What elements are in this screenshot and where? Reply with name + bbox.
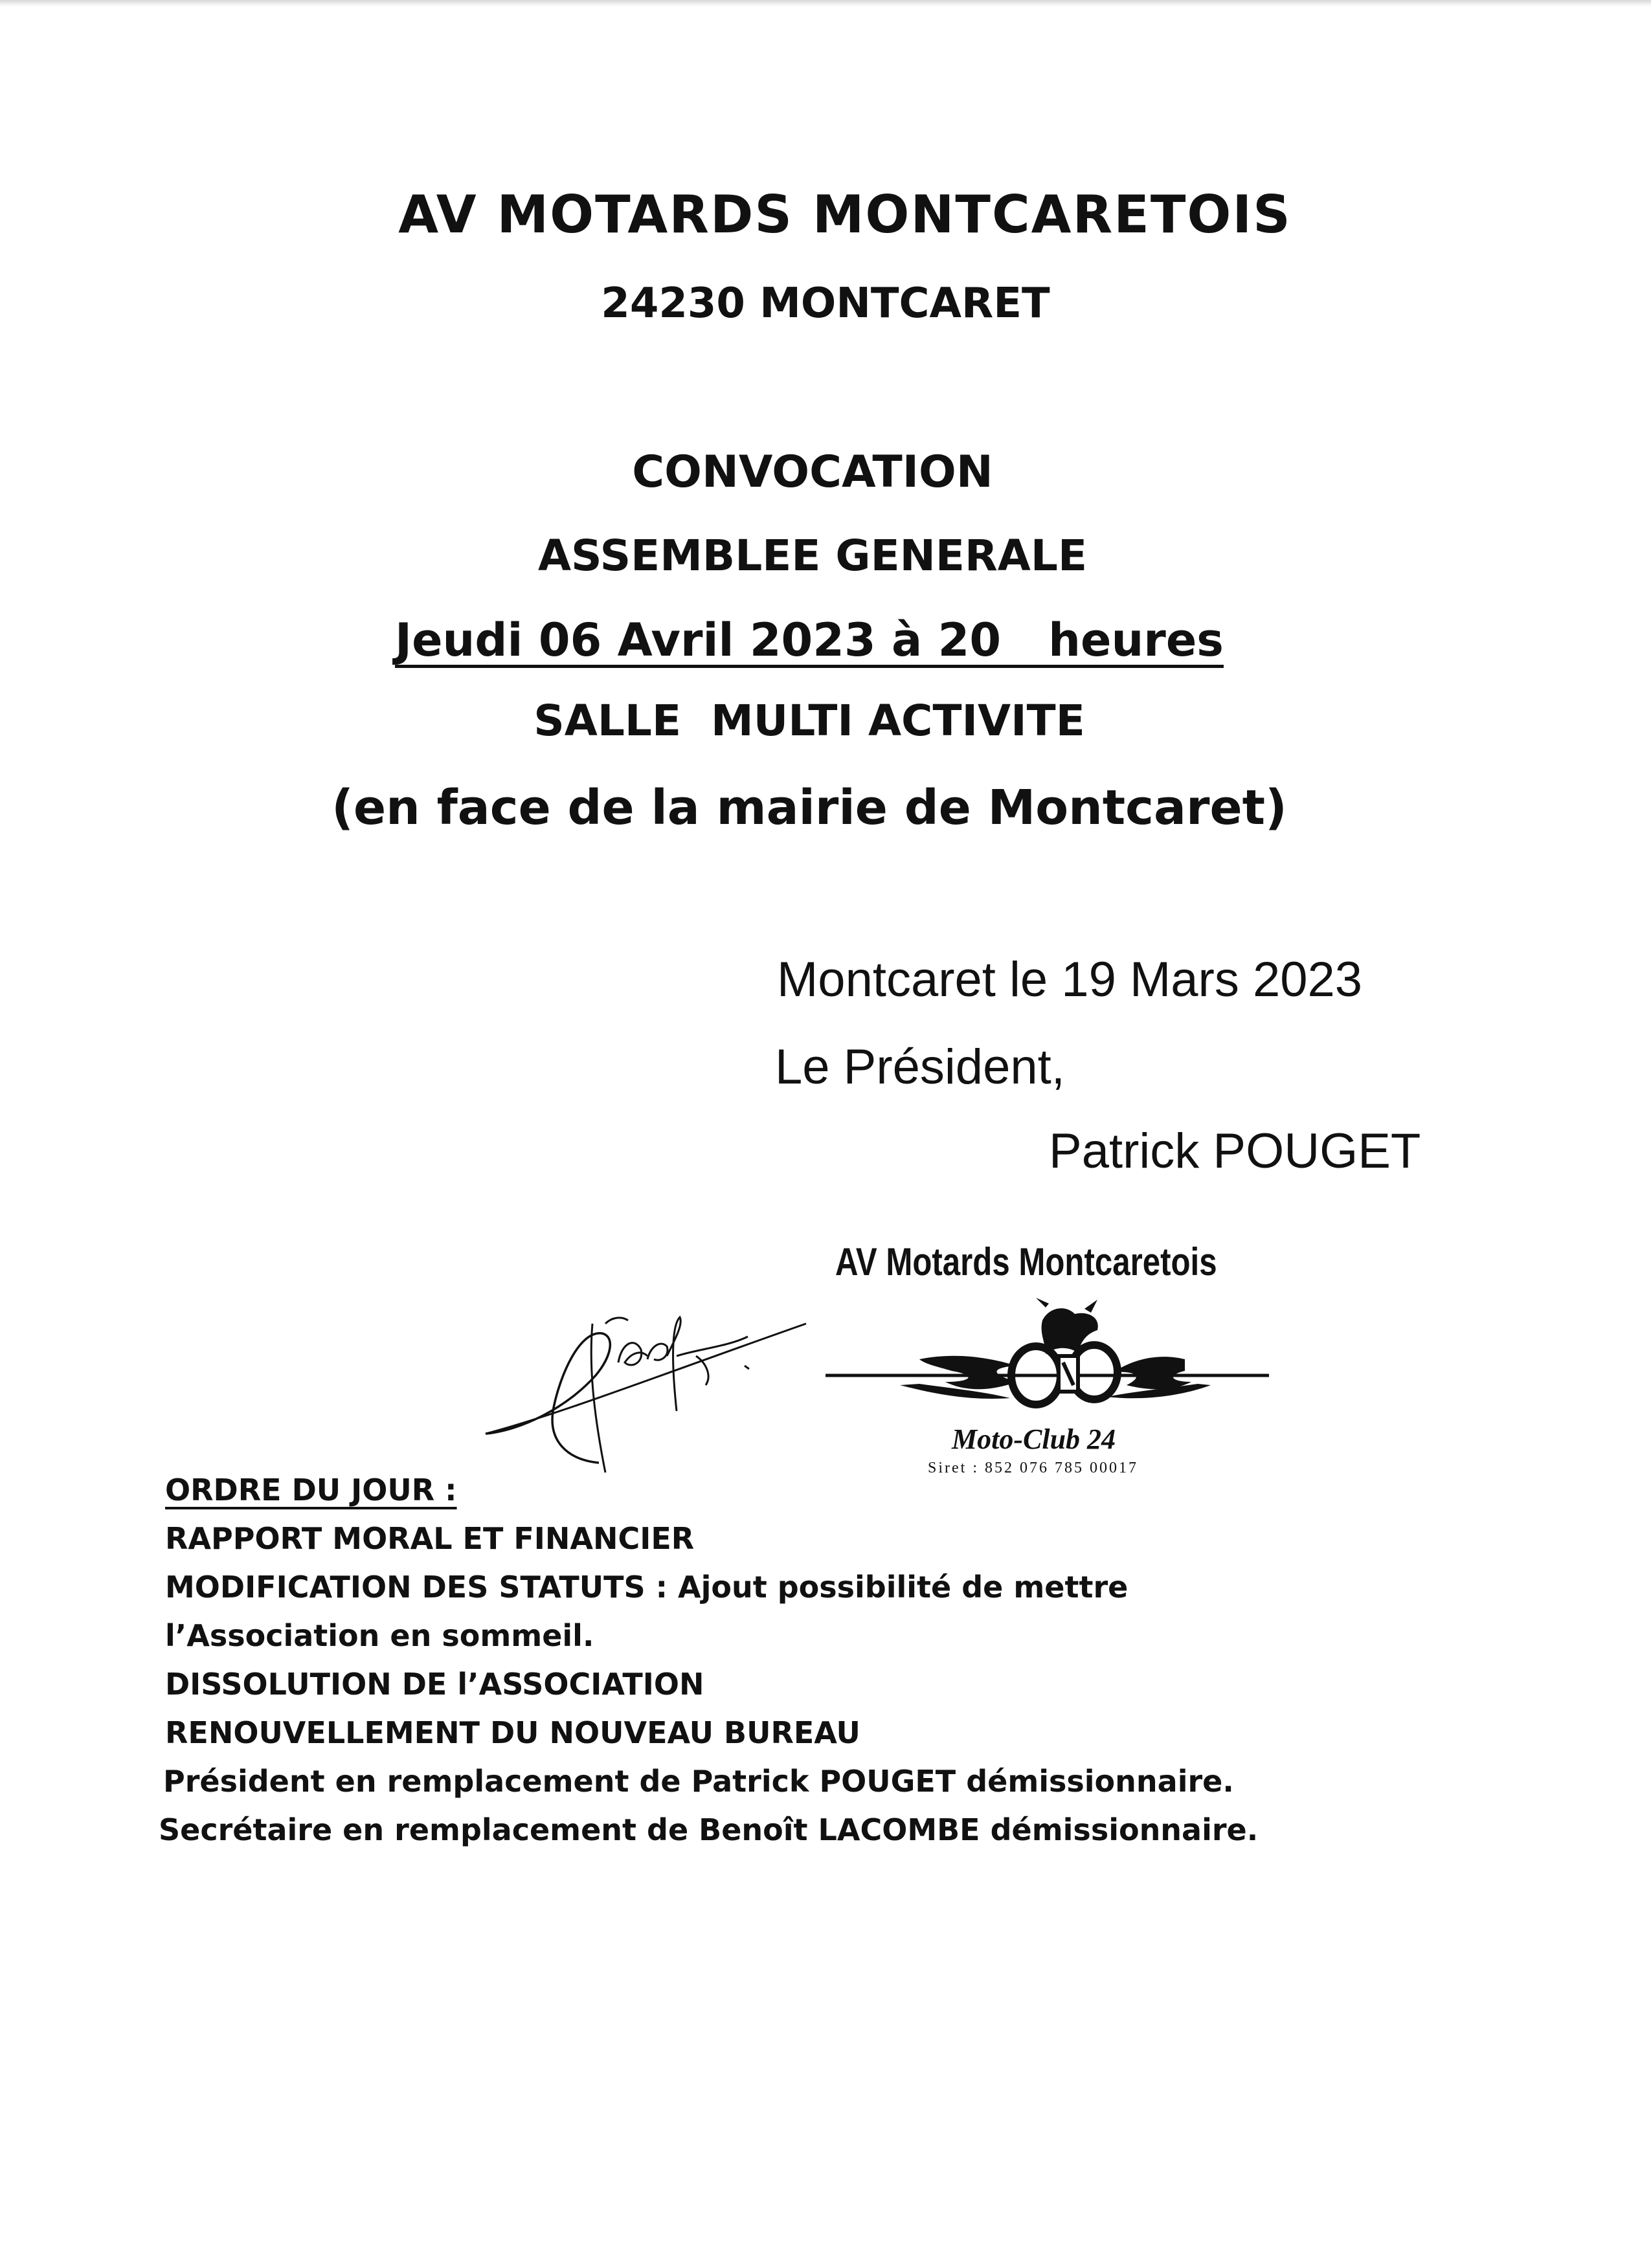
meeting-date-time-text: Jeudi 06 Avril 2023 à 20 heures — [395, 614, 1224, 667]
agenda-heading: ORDRE DU JOUR : — [165, 1473, 457, 1507]
convocation-subtitle: ASSEMBLEE GENERALE — [537, 531, 1088, 581]
signatory-name: Patrick POUGET — [1049, 1124, 1421, 1179]
signatory-role: Le Président, — [775, 1040, 1065, 1095]
club-name-heading: AV MOTARDS MONTCARETOIS — [398, 184, 1292, 245]
meeting-venue-note: (en face de la mairie de Montcaret) — [331, 780, 1287, 836]
stamp-club-name: Moto-Club 24 — [952, 1423, 1116, 1455]
club-stamp — [822, 1240, 1295, 1492]
place-and-date: Montcaret le 19 Mars 2023 — [777, 952, 1363, 1007]
agenda — [159, 1466, 1460, 1854]
agenda-item: MODIFICATION DES STATUTS : Ajout possibilité de mettre l’Association en sommeil. — [165, 1570, 1129, 1653]
scan-edge — [0, 0, 1651, 6]
meeting-date-time — [0, 614, 1635, 667]
agenda-item: DISSOLUTION DE l’ASSOCIATION — [165, 1667, 704, 1702]
handwritten-signature — [482, 1298, 819, 1479]
stamp-title: AV Motards Montcaretois — [835, 1240, 1217, 1284]
motorcycle-logo-icon — [822, 1295, 1295, 1424]
agenda-item: Secrétaire en remplacement de Benoît LACOMBE démissionnaire. — [159, 1812, 1259, 1847]
agenda-item: RAPPORT MORAL ET FINANCIER — [165, 1521, 695, 1556]
stamp-siret: Siret : 852 076 785 00017 — [928, 1460, 1138, 1476]
meeting-venue: SALLE MULTI ACTIVITE — [533, 696, 1085, 746]
agenda-item: RENOUVELLEMENT DU NOUVEAU BUREAU — [165, 1715, 860, 1750]
convocation-title: CONVOCATION — [632, 447, 993, 498]
agenda-item: Président en remplacement de Patrick POUGET démissionnaire. — [163, 1764, 1234, 1799]
club-city: 24230 MONTCARET — [601, 280, 1050, 328]
